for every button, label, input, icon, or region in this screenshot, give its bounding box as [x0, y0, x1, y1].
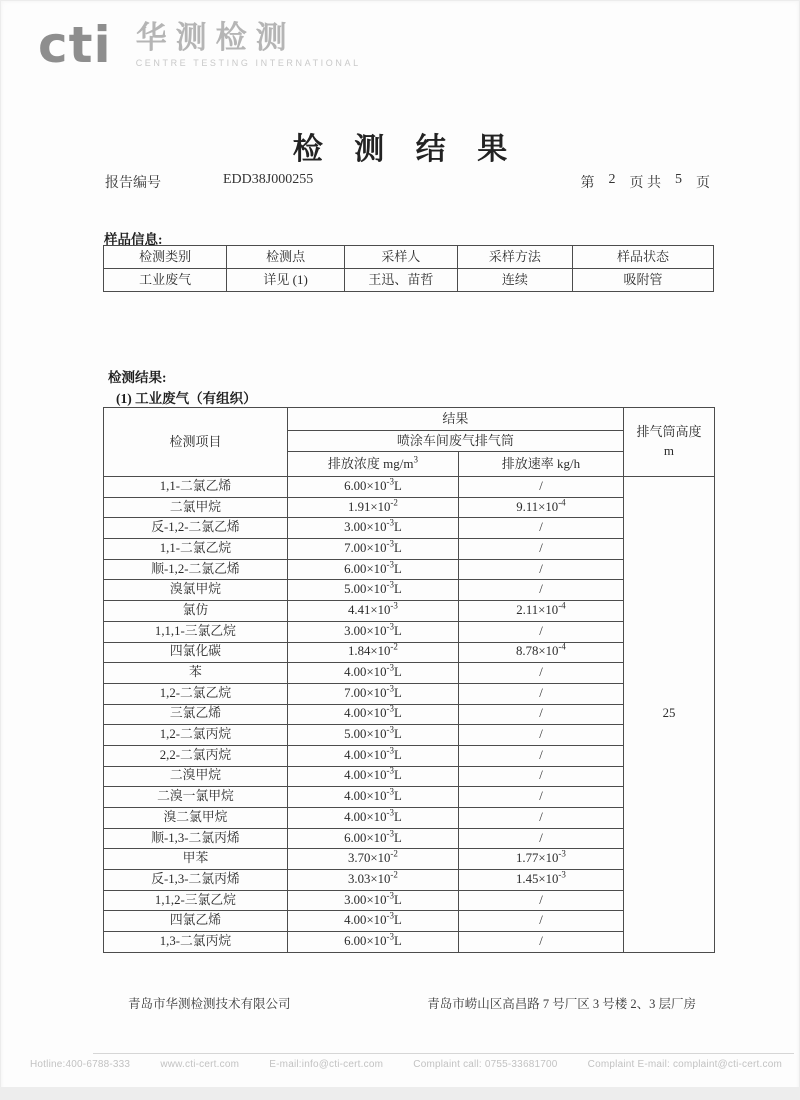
concentration-value: $4.00\times 10^{-3}L$: [287, 704, 458, 725]
rate-value: /: [458, 828, 623, 849]
report-number-value: EDD38J000255: [223, 172, 314, 187]
page-word-ye-gong: 页 共: [629, 176, 661, 191]
concentration-value: $3.70\times 10^{-2}$: [287, 849, 458, 870]
col-header-stack-name: 喷涂车间废气排气筒: [287, 431, 623, 452]
stack-height-label: 排气筒高度: [636, 424, 702, 440]
col-header-sample-state: 样品状态: [573, 246, 714, 269]
rate-value: $1.45\times 10^{-3}$: [458, 870, 623, 891]
rate-value: /: [458, 518, 623, 539]
test-item-name: 二溴甲烷: [104, 766, 288, 787]
concentration-value: $5.00\times 10^{-3}L$: [287, 725, 458, 746]
concentration-value: $4.00\times 10^{-3}L$: [287, 808, 458, 829]
rate-value: /: [458, 580, 623, 601]
sample-info-heading: 样品信息:: [104, 232, 163, 247]
result-row: [104, 518, 715, 539]
test-item-name: 顺-1,2-二氯乙烯: [104, 559, 288, 580]
test-item-name: 溴氯甲烷: [104, 580, 288, 601]
company-address: 青岛市崂山区高昌路 7 号厂区 3 号楼 2、3 层厂房: [427, 997, 696, 1011]
test-item-name: 1,1-二氯乙烷: [104, 539, 288, 560]
rate-value: /: [458, 766, 623, 787]
result-row: [104, 642, 715, 663]
test-item-name: 氯仿: [104, 601, 288, 622]
concentration-value: $4.00\times 10^{-3}L$: [287, 745, 458, 766]
result-row: [104, 477, 715, 498]
test-item-name: 1,1-二氯乙烯: [104, 477, 288, 498]
test-item-name: 三氯乙烯: [104, 704, 288, 725]
sample-info-header-row: [104, 246, 714, 269]
concentration-value: $6.00\times 10^{-3}L$: [287, 477, 458, 498]
test-item-name: 二氯甲烷: [104, 497, 288, 518]
sampling-method-value: 连续: [457, 269, 572, 292]
hotline: Hotline:400-6788-333: [30, 1059, 131, 1070]
col-header-sampler: 采样人: [344, 246, 457, 269]
concentration-value: $4.00\times 10^{-3}L$: [287, 663, 458, 684]
test-category-value: 工业废气: [104, 269, 227, 292]
concentration-value: $7.00\times 10^{-3}L$: [287, 539, 458, 560]
test-item-name: 顺-1,3-二氯丙烯: [104, 828, 288, 849]
page-indicator: [581, 172, 711, 192]
result-row: [104, 497, 715, 518]
report-number-label: 报告编号: [105, 176, 161, 191]
sample-info-value-row: [104, 269, 714, 292]
result-row: [104, 849, 715, 870]
concentration-value: $4.00\times 10^{-3}L$: [287, 766, 458, 787]
test-item-name: 反-1,2-二氯乙烯: [104, 518, 288, 539]
complaint-call: Complaint call: 0755-33681700: [413, 1059, 558, 1070]
rate-value: /: [458, 477, 623, 498]
test-item-name: 2,2-二氯丙烷: [104, 745, 288, 766]
test-point-value: 详见 (1): [227, 269, 345, 292]
stack-height-unit: m: [663, 443, 675, 458]
rate-value: /: [458, 663, 623, 684]
rate-value: $9.11\times 10^{-4}$: [458, 497, 623, 518]
cti-logo-mark: cti: [38, 16, 112, 75]
rate-value: /: [458, 808, 623, 829]
rate-value: /: [458, 559, 623, 580]
rate-value: /: [458, 725, 623, 746]
report-meta-line: [105, 172, 710, 192]
page-title: 检 测 结 果: [292, 133, 520, 166]
page-current: 2: [608, 172, 616, 187]
result-row: [104, 890, 715, 911]
test-item-name: 1,3-二氯丙烷: [104, 932, 288, 953]
result-row: [104, 539, 715, 560]
col-header-rate: 排放速率 kg/h: [458, 452, 623, 477]
result-row: [104, 663, 715, 684]
concentration-value: $1.91\times 10^{-2}$: [287, 497, 458, 518]
result-row: [104, 787, 715, 808]
company-name: 青岛市华测检测技术有限公司: [128, 997, 291, 1011]
page-word-ye: 页: [696, 176, 710, 191]
concentration-value: $3.03\times 10^{-2}$: [287, 870, 458, 891]
concentration-value: $6.00\times 10^{-3}L$: [287, 828, 458, 849]
col-header-test-item: 检测项目: [104, 408, 288, 477]
result-row: [104, 559, 715, 580]
concentration-value: $7.00\times 10^{-3}L$: [287, 683, 458, 704]
concentration-value: $4.41\times 10^{-3}$: [287, 601, 458, 622]
results-heading: 检测结果:: [108, 370, 167, 385]
sample-info-table: [103, 245, 714, 292]
concentration-value: $1.84\times 10^{-2}$: [287, 642, 458, 663]
test-item-name: 甲苯: [104, 849, 288, 870]
cti-logo-english-name: CENTRE TESTING INTERNATIONAL: [135, 57, 361, 68]
result-row: [104, 683, 715, 704]
footer-company-line: [0, 994, 800, 1012]
rate-value: /: [458, 539, 623, 560]
cti-logo-chinese-name: 华测检测: [135, 20, 296, 55]
rate-value: /: [458, 621, 623, 642]
col-header-result: 结果: [287, 408, 623, 431]
result-row: [104, 580, 715, 601]
rate-value: $2.11\times 10^{-4}$: [458, 601, 623, 622]
rate-value: $8.78\times 10^{-4}$: [458, 642, 623, 663]
rate-value: $1.77\times 10^{-3}$: [458, 849, 623, 870]
col-header-concentration: [287, 452, 458, 477]
test-item-name: 1,2-二氯乙烷: [104, 683, 288, 704]
concentration-value: $6.00\times 10^{-3}L$: [287, 559, 458, 580]
col-header-test-point: 检测点: [227, 246, 345, 269]
test-item-name: 溴二氯甲烷: [104, 808, 288, 829]
result-row: [104, 808, 715, 829]
rate-value: /: [458, 745, 623, 766]
result-row: [104, 745, 715, 766]
website: www.cti-cert.com: [160, 1059, 240, 1070]
sample-state-value: 吸附管: [573, 269, 714, 292]
result-row: [104, 870, 715, 891]
test-item-name: 四氯化碳: [104, 642, 288, 663]
rate-value: /: [458, 704, 623, 725]
concentration-value: $3.00\times 10^{-3}L$: [287, 890, 458, 911]
rate-value: /: [458, 911, 623, 932]
result-row: [104, 911, 715, 932]
result-row: [104, 828, 715, 849]
result-row: [104, 766, 715, 787]
rate-value: /: [458, 890, 623, 911]
result-row: [104, 725, 715, 746]
page-bottom-edge: [0, 1087, 800, 1100]
concentration-value: $6.00\times 10^{-3}L$: [287, 932, 458, 953]
test-item-name: 四氯乙烯: [104, 911, 288, 932]
concentration-value: $4.00\times 10^{-3}L$: [287, 787, 458, 808]
rate-value: /: [458, 932, 623, 953]
contact-bar: [30, 1059, 782, 1070]
concentration-value: $5.00\times 10^{-3}L$: [287, 580, 458, 601]
page-total: 5: [675, 172, 682, 187]
concentration-unit-sup: 3: [413, 454, 418, 465]
col-header-sampling-method: 采样方法: [457, 246, 572, 269]
results-table: [103, 407, 715, 953]
test-item-name: 1,2-二氯丙烷: [104, 725, 288, 746]
results-header-row-1: [104, 408, 715, 431]
concentration-value: $3.00\times 10^{-3}L$: [287, 621, 458, 642]
col-header-stack-height: [623, 408, 714, 477]
result-row: [104, 601, 715, 622]
result-row: [104, 704, 715, 725]
page-word-di: 第: [580, 176, 595, 191]
result-row: [104, 621, 715, 642]
concentration-value: $4.00\times 10^{-3}L$: [287, 911, 458, 932]
test-item-name: 1,1,2-三氯乙烷: [104, 890, 288, 911]
test-item-name: 反-1,3-二氯丙烯: [104, 870, 288, 891]
footer-divider: [93, 1053, 794, 1054]
sampler-value: 王迅、苗哲: [344, 269, 457, 292]
concentration-value: $3.00\times 10^{-3}L$: [287, 518, 458, 539]
test-item-name: 1,1,1-三氯乙烷: [104, 621, 288, 642]
test-item-name: 苯: [104, 663, 288, 684]
results-table-body: [104, 477, 715, 953]
rate-value: /: [458, 787, 623, 808]
stack-height-value: 25: [623, 477, 714, 953]
rate-value: /: [458, 683, 623, 704]
email: E-mail:info@cti-cert.com: [269, 1059, 384, 1070]
complaint-email: Complaint E-mail: complaint@cti-cert.com: [587, 1059, 782, 1070]
result-row: [104, 932, 715, 953]
results-subheading: (1) 工业废气（有组织）: [116, 391, 257, 406]
cti-logo: [38, 16, 361, 75]
col-header-test-category: 检测类别: [104, 246, 227, 269]
test-item-name: 二溴一氯甲烷: [104, 787, 288, 808]
concentration-unit-label: 排放浓度 mg/m: [327, 455, 414, 471]
